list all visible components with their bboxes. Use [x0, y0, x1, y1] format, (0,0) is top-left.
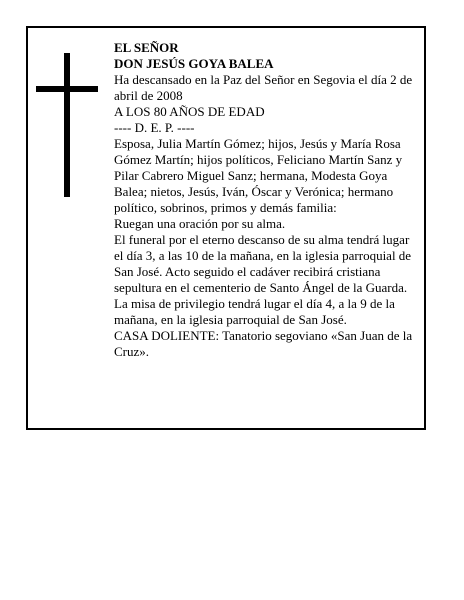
prayer-request: Ruegan una oración por su alma. [114, 216, 286, 231]
obituary-text [114, 40, 420, 360]
cross-horizontal-bar [36, 86, 98, 92]
rip-line: ---- D. E. P. ---- [114, 120, 195, 135]
family-list: Esposa, Julia Martín Gómez; hijos, Jesús y María Rosa Gómez Martín; hijos políticos, Feliciano Martín Sanz y Pilar Cabrero Miguel Sanz; hermana, Modesta Goya Balea; nietos, Jesús, Iván, Óscar y Verónica; hermano político, sobrinos, primos y demás familia: [114, 136, 403, 215]
mourning-house: CASA DOLIENTE: Tanatorio segoviano «San Juan de la Cruz». [114, 328, 413, 359]
cross-vertical-bar [64, 53, 70, 197]
deceased-name: DON JESÚS GOYA BALEA [114, 56, 274, 71]
cross-icon [36, 53, 98, 197]
age-line: A LOS 80 AÑOS DE EDAD [114, 104, 265, 119]
heading-title: EL SEÑOR [114, 40, 179, 55]
death-notice: Ha descansado en la Paz del Señor en Segovia el día 2 de abril de 2008 [114, 72, 413, 103]
funeral-details: El funeral por el eterno descanso de su alma tendrá lugar el día 3, a las 10 de la mañana, en la iglesia parroquial de San José. Acto seguido el cadáver recibirá cristiana sepultura en el cementerio de Santo Ángel de la Guarda. La misa de privilegio tendrá lugar el día 4, a la 9 de la mañana, en la iglesia parroquial de San José. [114, 232, 412, 327]
